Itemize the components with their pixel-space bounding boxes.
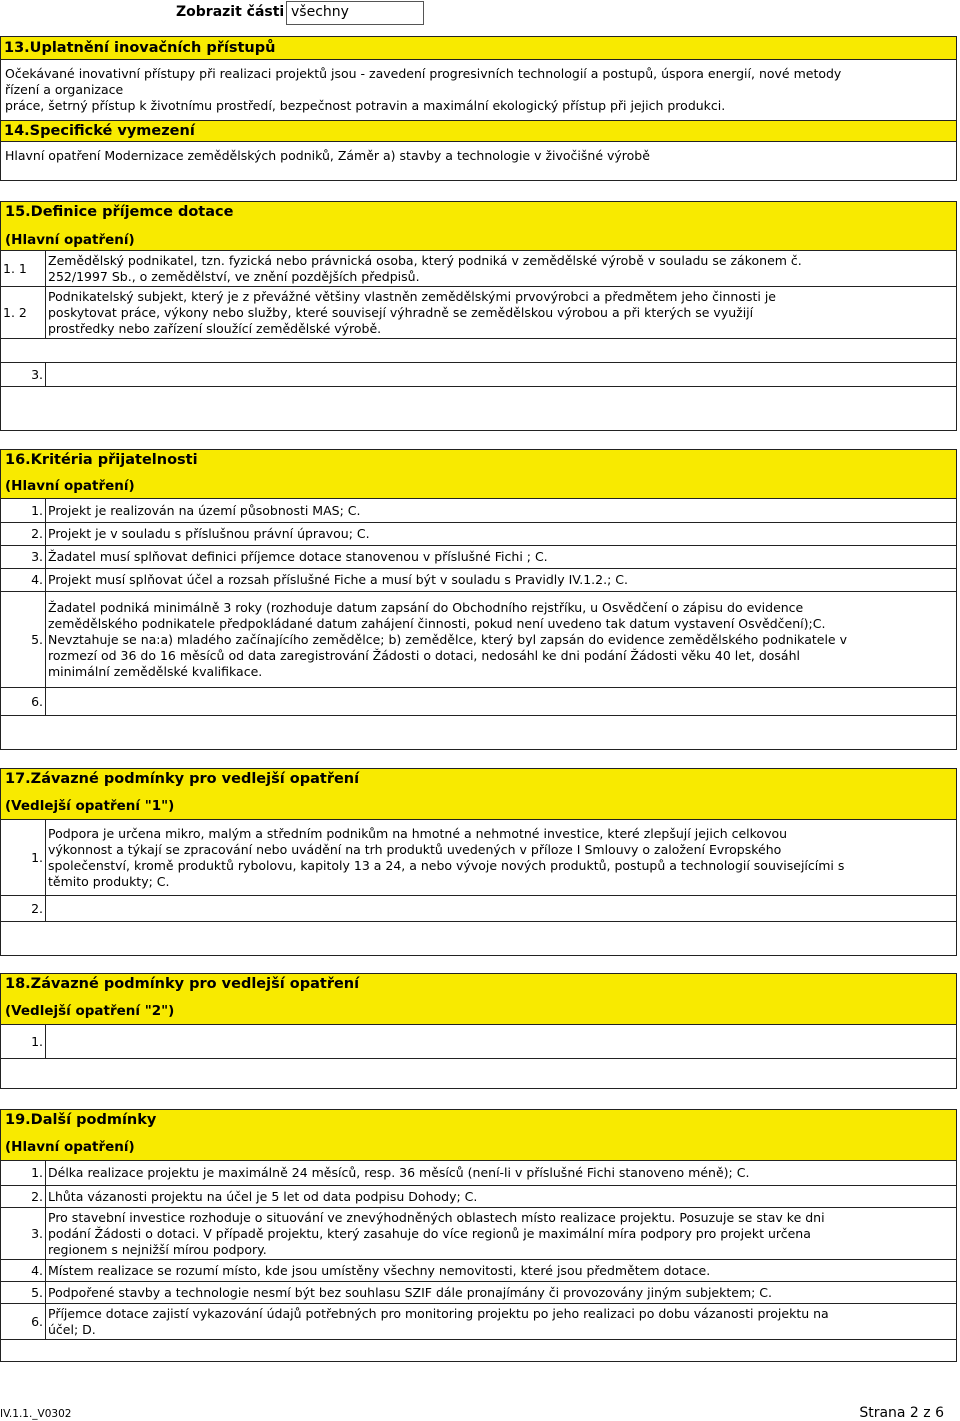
row-number: 2. bbox=[1, 1186, 46, 1208]
section-16-title: 16.Kritéria přijatelnosti bbox=[5, 452, 198, 468]
row-number: 1. bbox=[1, 820, 46, 896]
table-row bbox=[1, 896, 957, 922]
section-19-header bbox=[0, 1109, 957, 1161]
table-row-empty bbox=[1, 1340, 957, 1362]
section-15-title: 15.Definice příjemce dotace bbox=[5, 204, 234, 220]
table-row-empty bbox=[1, 716, 957, 750]
row-number: 1. bbox=[1, 499, 46, 523]
table-row bbox=[1, 363, 957, 387]
table-row bbox=[1, 688, 957, 716]
section-13-line: Očekávané inovativní přístupy při realizaci projektů jsou - zavedení progresivních technologií a postupů, úspora energií, nové metody bbox=[5, 66, 842, 81]
document-code: IV.1.1._V0302 bbox=[0, 1408, 72, 1420]
table-row bbox=[1, 1282, 957, 1304]
section-16-subtitle: (Hlavní opatření) bbox=[5, 478, 135, 494]
table-row bbox=[1, 523, 957, 546]
section-13-line: práce, šetrný přístup k životnímu prostředí, bezpečnost potravin a maximální ekologický přístup při jejich produkci. bbox=[5, 98, 726, 113]
row-text-line: společenství, kromě produktů rybolovu, kapitoly 13 a 24, a nebo vývoje nových produktů, postupů a technologií souvisejícími s bbox=[48, 857, 845, 873]
row-number: 5. bbox=[1, 1282, 46, 1304]
row-text bbox=[46, 820, 957, 896]
row-text-line: zemědělského podnikatele předpokládané datum zahájení činnosti, pokud není uvedeno tak datum vystavení Osvědčení);C. bbox=[48, 615, 826, 631]
section-17-title: 17.Závazné podmínky pro vedlejší opatření bbox=[5, 771, 360, 787]
show-parts-label: Zobrazit části bbox=[176, 4, 285, 20]
row-text-line: poskytovat práce, výkony nebo služby, které souvisejí výhradně se zemědělskou výrobou a při kterých se využijí bbox=[48, 304, 754, 320]
row-number: 3. bbox=[1, 1208, 46, 1260]
section-15-subtitle: (Hlavní opatření) bbox=[5, 232, 135, 248]
section-15-table bbox=[0, 250, 957, 431]
row-text-line: Žadatel podniká minimálně 3 roky (rozhoduje datum zapsání do Obchodního rejstříku, u Osvědčení o zápisu do evidence bbox=[48, 599, 804, 615]
row-text-line: minimální zemědělské kvalifikace. bbox=[48, 663, 263, 679]
table-row-empty bbox=[1, 339, 957, 363]
row-text: Projekt je realizován na území působnosti MAS; C. bbox=[46, 499, 957, 523]
row-text: Místem realizace se rozumí místo, kde jsou umístěny všechny nemovitosti, které jsou předmětem dotace. bbox=[46, 1260, 957, 1282]
row-text-line: výkonnost a týkají se zpracování nebo uvádění na trh produktů uvedených v příloze I Smlouvy o založení Evropského bbox=[48, 841, 782, 857]
table-row bbox=[1, 1025, 957, 1059]
row-text-line: regionem s nejnižší mírou podpory. bbox=[48, 1241, 267, 1257]
row-number: 1. bbox=[1, 1025, 46, 1059]
row-text: Projekt je v souladu s příslušnou právní úpravou; C. bbox=[46, 523, 957, 546]
row-number: 3. bbox=[1, 363, 46, 387]
row-number: 1. 1 bbox=[1, 251, 46, 287]
row-text bbox=[46, 1208, 957, 1260]
table-row-empty bbox=[1, 387, 957, 431]
section-16-header bbox=[0, 449, 957, 499]
row-number: 1. bbox=[1, 1161, 46, 1186]
row-text-line: podání Žádosti o dotaci. V případě projektu, který zasahuje do více regionů je maximální míra podpory pro projekt určena bbox=[48, 1225, 811, 1241]
row-number: 2. bbox=[1, 896, 46, 922]
row-text: Žadatel musí splňovat definici příjemce dotace stanovenou v příslušné Fichi ; C. bbox=[46, 546, 957, 569]
table-row bbox=[1, 1260, 957, 1282]
row-text-line: Podpora je určena mikro, malým a středním podnikům na hmotné a nehmotné investice, které zlepšují jejich celkovou bbox=[48, 825, 788, 841]
section-13-body bbox=[0, 59, 957, 121]
row-text: Délka realizace projektu je maximálně 24 měsíců, resp. 36 měsíců (není-li v příslušné Fichi stanoveno méně); C. bbox=[46, 1161, 957, 1186]
row-number: 4. bbox=[1, 569, 46, 592]
row-text bbox=[46, 363, 957, 387]
row-number: 5. bbox=[1, 592, 46, 688]
table-row bbox=[1, 569, 957, 592]
page-number: Strana 2 z 6 bbox=[859, 1405, 944, 1421]
table-row bbox=[1, 1304, 957, 1340]
section-17-subtitle: (Vedlejší opatření "1") bbox=[5, 798, 175, 814]
table-row bbox=[1, 1208, 957, 1260]
table-row bbox=[1, 1161, 957, 1186]
row-text: Projekt musí splňovat účel a rozsah příslušné Fiche a musí být v souladu s Pravidly IV.1.2.; C. bbox=[46, 569, 957, 592]
row-text-line: těmito produkty; C. bbox=[48, 873, 170, 889]
table-row bbox=[1, 251, 957, 287]
section-18-subtitle: (Vedlejší opatření "2") bbox=[5, 1003, 175, 1019]
row-text-line: prostředky nebo zařízení sloužící zemědělské výrobě. bbox=[48, 320, 382, 336]
row-text-line: Příjemce dotace zajistí vykazování údajů potřebných pro monitoring projektu po jeho realizaci po dobu vázanosti projektu na bbox=[48, 1305, 829, 1321]
row-number: 2. bbox=[1, 523, 46, 546]
row-number: 1. 2 bbox=[1, 287, 46, 339]
row-text-line: Pro stavební investice rozhoduje o situování ve znevýhodněných oblastech místo realizace projektu. Posuzuje se stav ke dni bbox=[48, 1209, 825, 1225]
row-text-line: 252/1997 Sb., o zemědělství, ve znění pozdějších předpisů. bbox=[48, 268, 420, 284]
row-text-line: Nevztahuje se na:a) mladého začínajícího zemědělce; b) zemědělce, který byl zapsán do evidence zemědělského podnikatele v bbox=[48, 631, 847, 647]
section-18-title: 18.Závazné podmínky pro vedlejší opatření bbox=[5, 976, 360, 992]
table-row bbox=[1, 1186, 957, 1208]
table-row bbox=[1, 820, 957, 896]
row-text bbox=[46, 1304, 957, 1340]
row-text bbox=[46, 287, 957, 339]
section-15-header bbox=[0, 201, 957, 251]
row-number: 3. bbox=[1, 546, 46, 569]
table-row bbox=[1, 499, 957, 523]
row-number: 6. bbox=[1, 688, 46, 716]
row-text-line: rozmezí od 36 do 16 měsíců od data zaregistrování Žádosti o dotaci, nedosáhl ke dni podání Žádosti věku 40 let, dosáhl bbox=[48, 647, 800, 663]
row-number: 4. bbox=[1, 1260, 46, 1282]
table-row bbox=[1, 287, 957, 339]
table-row-empty bbox=[1, 922, 957, 956]
row-number: 6. bbox=[1, 1304, 46, 1340]
row-text bbox=[46, 251, 957, 287]
section-17-header bbox=[0, 768, 957, 820]
section-19-table bbox=[0, 1160, 957, 1362]
section-14-text: Hlavní opatření Modernizace zemědělských podniků, Záměr a) stavby a technologie v živočišné výrobě bbox=[5, 148, 650, 163]
section-18-table bbox=[0, 1024, 957, 1089]
row-text bbox=[46, 896, 957, 922]
section-14-title: 14.Specifické vymezení bbox=[0, 120, 957, 142]
row-text bbox=[46, 592, 957, 688]
section-13-line: řízení a organizace bbox=[5, 82, 124, 97]
show-parts-select[interactable]: všechny bbox=[286, 1, 424, 25]
row-text-line: účel; D. bbox=[48, 1321, 96, 1337]
section-13-title: 13.Uplatnění inovačních přístupů bbox=[0, 36, 957, 60]
section-14-body bbox=[0, 141, 957, 181]
section-19-subtitle: (Hlavní opatření) bbox=[5, 1139, 135, 1155]
table-row-empty bbox=[1, 1059, 957, 1089]
section-16-table bbox=[0, 498, 957, 750]
section-18-header bbox=[0, 973, 957, 1025]
row-text-line: Podnikatelský subjekt, který je z převážné většiny vlastněn zemědělskými prvovýrobci a předmětem jeho činnosti je bbox=[48, 288, 776, 304]
table-row bbox=[1, 592, 957, 688]
table-row bbox=[1, 546, 957, 569]
row-text: Podpořené stavby a technologie nesmí být bez souhlasu SZIF dále pronajímány či provozovány jiným subjektem; C. bbox=[46, 1282, 957, 1304]
row-text bbox=[46, 688, 957, 716]
row-text: Lhůta vázanosti projektu na účel je 5 let od data podpisu Dohody; C. bbox=[46, 1186, 957, 1208]
row-text-line: Zemědělský podnikatel, tzn. fyzická nebo právnická osoba, který podniká v zemědělské výrobě v souladu se zákonem č. bbox=[48, 252, 802, 268]
section-17-table bbox=[0, 819, 957, 956]
section-19-title: 19.Další podmínky bbox=[5, 1112, 157, 1128]
row-text bbox=[46, 1025, 957, 1059]
